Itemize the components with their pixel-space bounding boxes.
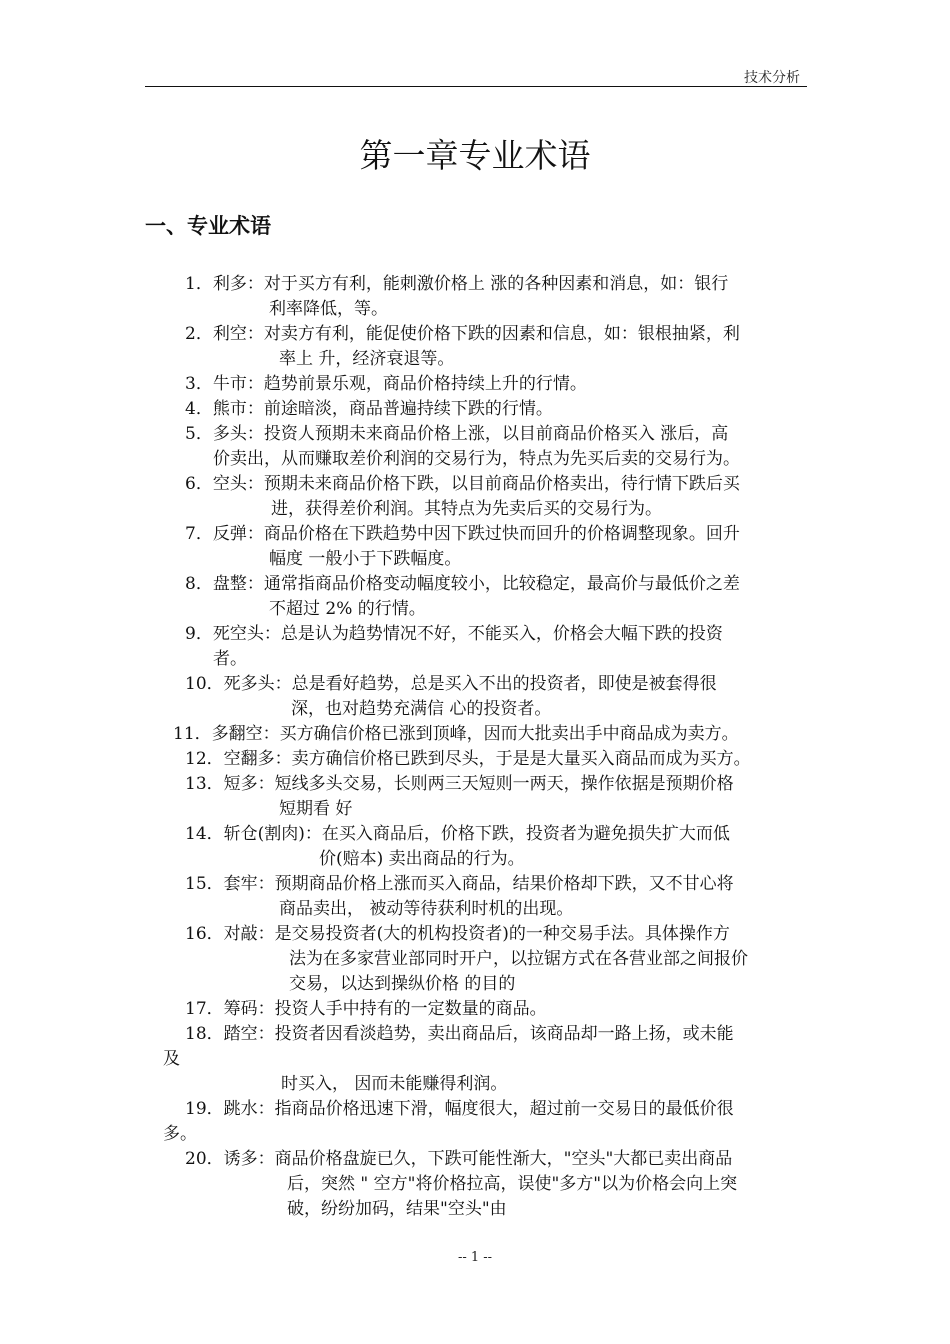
term-entry	[145, 522, 825, 572]
term-line: 率上 升，经济衰退等。	[279, 349, 455, 369]
term-line: 时买入， 因而未能赚得利润。	[281, 1074, 508, 1094]
term-entry	[145, 772, 825, 822]
term-line: 20．诱多：商品价格盘旋已久，下跌可能性渐大，"空头"大都已卖出商品	[185, 1149, 733, 1169]
term-line: 10．死多头：总是看好趋势，总是买入不出的投资者，即使是被套得很	[185, 674, 717, 694]
term-line: 18．踏空：投资者因看淡趋势，卖出商品后，该商品却一路上扬，或未能	[185, 1024, 734, 1044]
term-line: 11．多翻空：买方确信价格已涨到顶峰，因而大批卖出手中商品成为卖方。	[173, 724, 739, 744]
term-line: 及	[163, 1049, 180, 1069]
term-entry	[145, 872, 825, 922]
term-line: 幅度 一般小于下跌幅度。	[269, 549, 462, 569]
term-line: 14．斩仓(割肉)：在买入商品后，价格下跌，投资者为避免损失扩大而低	[185, 824, 730, 844]
term-line: 者。	[213, 649, 247, 669]
chapter-title: 第一章专业术语	[359, 136, 591, 175]
term-entry	[145, 322, 825, 372]
term-line: 短期看 好	[279, 799, 353, 819]
term-line: 13．短多：短线多头交易，长则两三天短则一两天，操作依据是预期价格	[185, 774, 734, 794]
term-line: 16．对敲：是交易投资者(大的机构投资者)的一种交易手法。具体操作方	[185, 924, 730, 944]
term-line: 不超过 2% 的行情。	[269, 599, 426, 619]
term-line: 商品卖出， 被动等待获利时机的出现。	[279, 899, 574, 919]
term-entry	[145, 1022, 825, 1097]
term-entry	[145, 1097, 825, 1147]
term-line: 交易，以达到操纵价格 的目的	[289, 974, 516, 994]
term-line: 后，突然 " 空方"将价格拉高，误使"多方"以为价格会向上突	[287, 1174, 738, 1194]
term-line: 多。	[163, 1124, 197, 1144]
term-entry	[145, 1147, 825, 1222]
term-entry	[145, 372, 825, 397]
term-line: 6．空头：预期未来商品价格下跌，以目前商品价格卖出，待行情下跌后买	[185, 474, 740, 494]
term-line: 价(赔本) 卖出商品的行为。	[319, 849, 525, 869]
term-line: 12．空翻多：卖方确信价格已跌到尽头，于是是大量买入商品而成为买方。	[185, 749, 751, 769]
term-entry	[145, 922, 825, 997]
page-number: -- 1 --	[457, 1250, 493, 1265]
term-line: 4．熊市：前途暗淡，商品普遍持续下跌的行情。	[185, 399, 553, 419]
term-entry	[145, 722, 825, 747]
term-entry	[145, 672, 825, 722]
term-entry	[145, 822, 825, 872]
term-line: 9．死空头：总是认为趋势情况不好，不能买入，价格会大幅下跌的投资	[185, 624, 723, 644]
running-header: 技术分析	[744, 70, 800, 86]
term-line: 5．多头：投资人预期未来商品价格上涨，以目前商品价格买入 涨后，高	[185, 424, 729, 444]
term-entry	[145, 422, 825, 472]
term-line: 价卖出，从而赚取差价利润的交易行为，特点为先买后卖的交易行为。	[213, 449, 740, 469]
term-list	[145, 272, 825, 1222]
term-entry	[145, 572, 825, 622]
term-line: 深，也对趋势充满信 心的投资者。	[291, 699, 552, 719]
term-line: 1．利多：对于买方有利，能刺激价格上 涨的各种因素和消息，如：银行	[185, 274, 729, 294]
term-line: 15．套牢：预期商品价格上涨而买入商品，结果价格却下跌，又不甘心将	[185, 874, 734, 894]
term-entry	[145, 747, 825, 772]
term-line: 17．筹码：投资人手中持有的一定数量的商品。	[185, 999, 547, 1019]
term-line: 2．利空：对卖方有利，能促使价格下跌的因素和信息，如：银根抽紧，利	[185, 324, 740, 344]
term-entry	[145, 272, 825, 322]
term-line: 法为在多家营业部同时开户，以拉锯方式在各营业部之间报价	[289, 949, 748, 969]
term-line: 破，纷纷加码，结果"空头"由	[287, 1199, 507, 1219]
term-entry	[145, 622, 825, 672]
term-line: 8．盘整：通常指商品价格变动幅度较小，比较稳定，最高价与最低价之差	[185, 574, 740, 594]
term-line: 7．反弹：商品价格在下跌趋势中因下跌过快而回升的价格调整现象。回升	[185, 524, 740, 544]
term-line: 进，获得差价利润。其特点为先卖后买的交易行为。	[271, 499, 662, 519]
section-heading: 一、专业术语	[145, 213, 271, 238]
term-entry	[145, 472, 825, 522]
term-entry	[145, 397, 825, 422]
term-entry	[145, 997, 825, 1022]
term-line: 19．跳水：指商品价格迅速下滑，幅度很大，超过前一交易日的最低价很	[185, 1099, 734, 1119]
term-line: 利率降低，等。	[269, 299, 388, 319]
term-line: 3．牛市：趋势前景乐观，商品价格持续上升的行情。	[185, 374, 587, 394]
header-rule	[145, 86, 807, 87]
